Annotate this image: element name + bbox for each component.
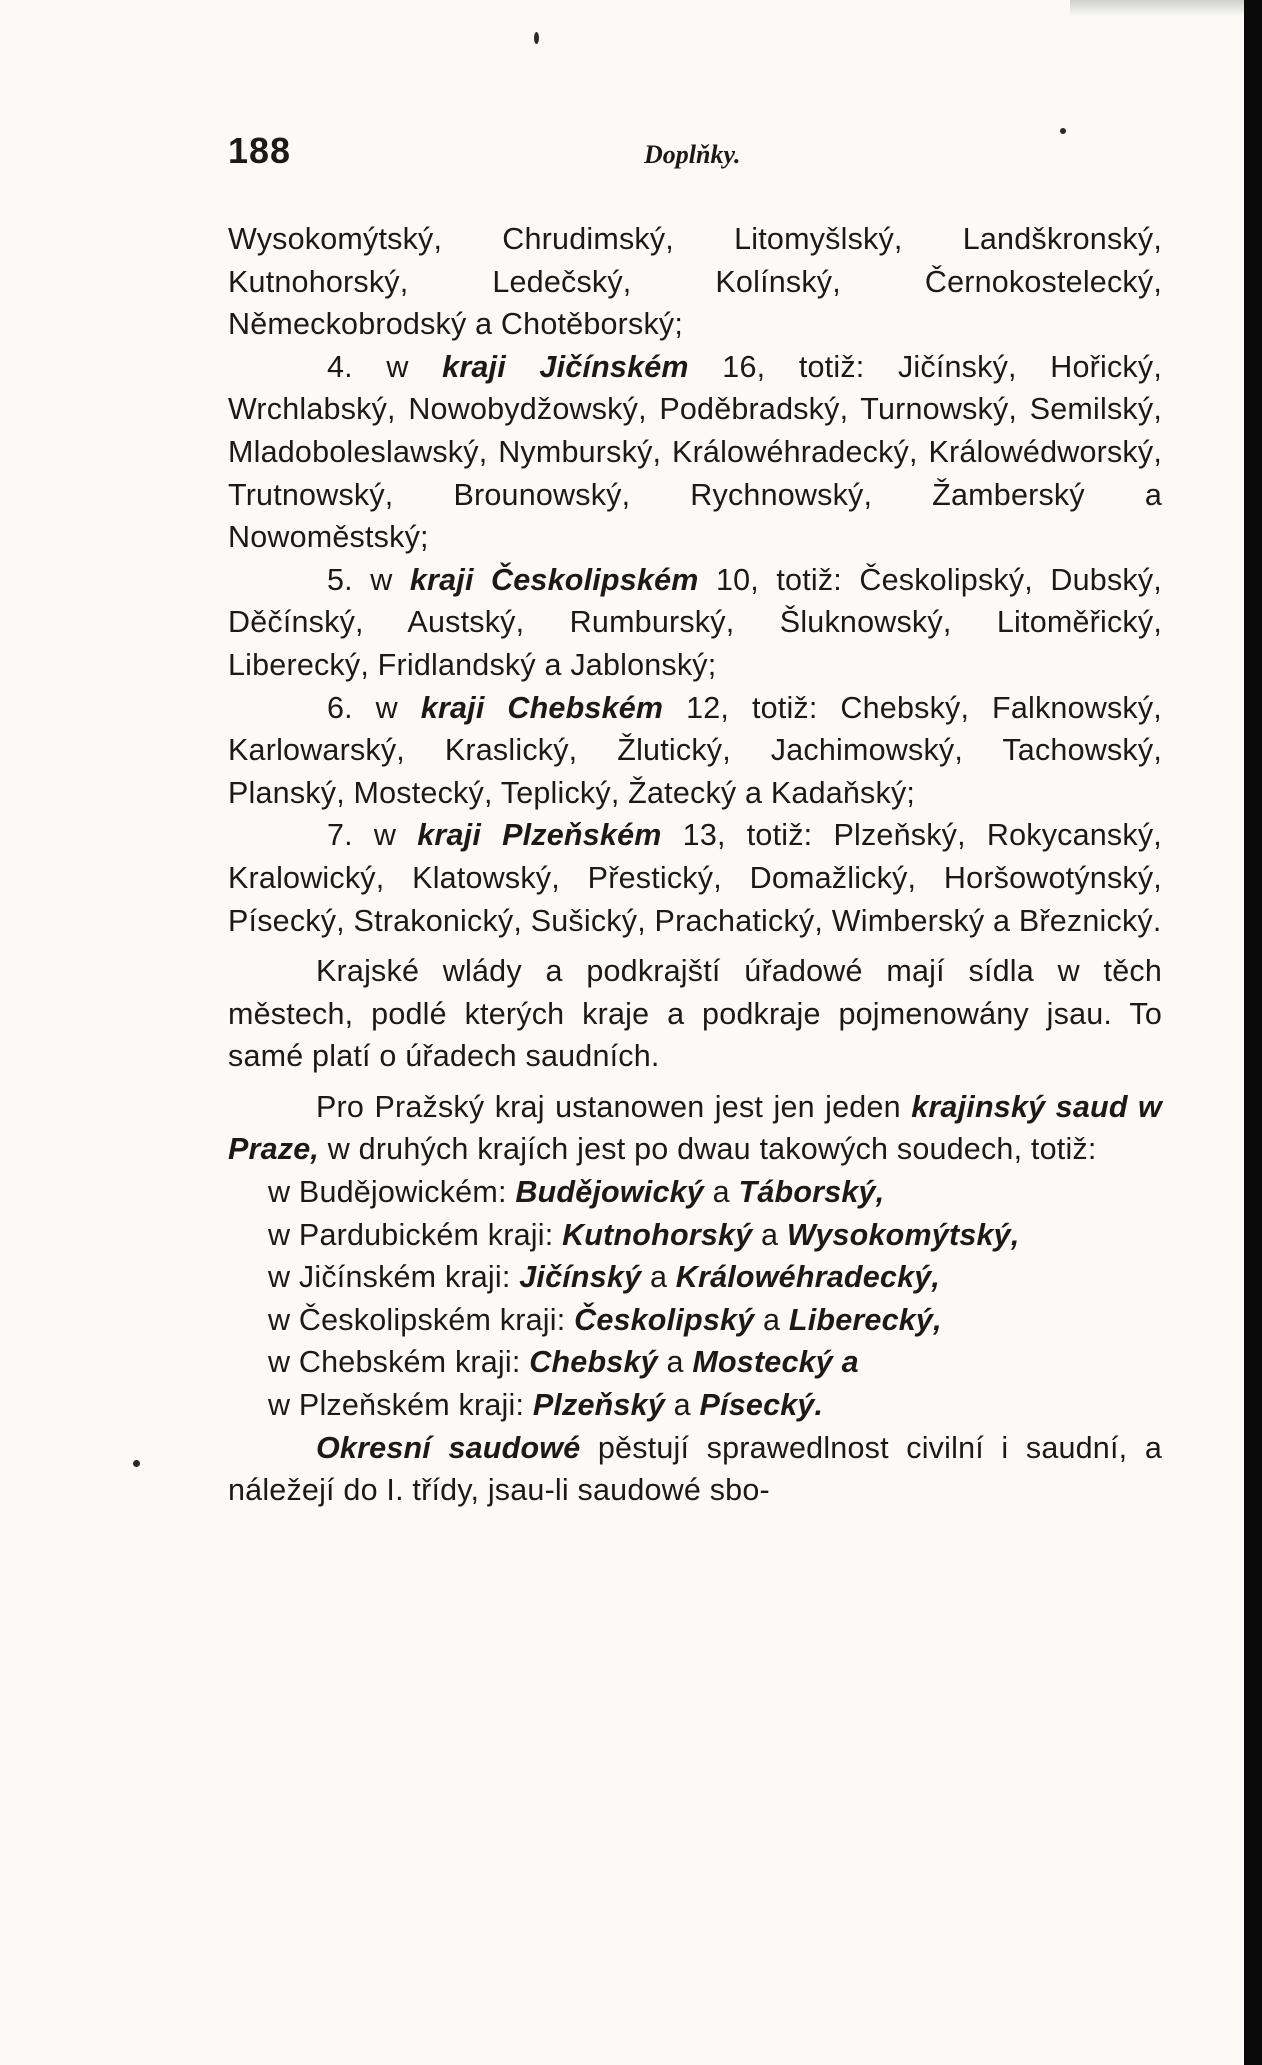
entry-number: 6. w — [327, 690, 398, 725]
court-place: w Chebském kraji: — [268, 1345, 521, 1380]
court-name: Chebský — [529, 1345, 658, 1380]
court-name: Budějowický — [515, 1175, 704, 1210]
running-head: Doplňky. — [644, 140, 741, 169]
entry-number: 4. w — [327, 349, 409, 384]
scan-right-edge — [1244, 0, 1262, 2065]
court-list — [228, 1171, 1162, 1427]
court-name: Mostecký a — [692, 1345, 859, 1380]
paragraph-prazsky-kraj — [228, 1086, 1162, 1171]
scan-top-edge — [1070, 0, 1262, 16]
paragraph-okresni-saudowe — [228, 1427, 1162, 1512]
court-name: Kutnohorský — [562, 1217, 753, 1252]
entry-number: 7. w — [327, 818, 397, 853]
court-line — [268, 1299, 1162, 1342]
region-entry-7 — [228, 814, 1162, 942]
paragraph-krajske-wlady: Krajské wlády a podkrajští úřadowé mají sídla w těch městech, podlé kterých kraje a podkraje pojmenowány jsau. To samé platí o úřadech saudních. — [228, 954, 1162, 1074]
court-name: Táborský, — [738, 1175, 885, 1210]
conjunction: a — [666, 1345, 684, 1380]
region-entry-6 — [228, 687, 1162, 815]
court-name: Českolipský — [574, 1302, 755, 1337]
region-name: kraji Chebském — [420, 690, 664, 725]
court-line — [268, 1171, 1162, 1214]
court-line — [268, 1384, 1162, 1427]
entry-text: 13, totiž: Plzeňský, Rokycanský, Kralowický, Klatowský, Přestický, Domažlický, Horšowotýnský, Písecký, Strakonický, Sušický, Prachatický, Wimberský a Březnický. — [228, 818, 1162, 938]
paragraph-tail: pěstují sprawedlnost civilní i saudní, a náležejí do I. třídy, jsau-li saudowé sbo- — [228, 1430, 1162, 1508]
emphasis: krajinský saud w Praze, — [228, 1089, 1162, 1167]
court-name: Jičínský — [519, 1260, 642, 1295]
entry-text: 16, totiž: Jičínský, Hořický, Wrchlabský, Nowobydžowský, Poděbradský, Turnowský, Semilský, Mladoboleslawský, Nymburský, Králowéhradecký, Králowédworský, Trutnowský, Brounowský, Rychnowský, Žamberský a Nowoměstský; — [228, 349, 1162, 555]
entry-text: 10, totiž: Českolipský, Dubský, Děčínský, Austský, Rumburský, Šluknowský, Litoměřický, Liberecký, Fridlandský a Jablonský; — [228, 562, 1162, 682]
court-place: w Jičínském kraji: — [268, 1260, 511, 1295]
region-name: kraji Jičínském — [442, 349, 689, 384]
page-number: 188 — [228, 130, 292, 171]
paragraph-continuation: Wysokomýtský, Chrudimský, Litomyšlský, Landškronský, Kutnohorský, Ledečský, Kolínský, Černokostelecký, Německobrodský a Chotěborský; — [228, 222, 1162, 342]
region-entry-4 — [228, 346, 1162, 559]
court-name: Plzeňský — [532, 1388, 665, 1423]
court-line — [268, 1256, 1162, 1299]
conjunction: a — [649, 1260, 668, 1295]
entry-text: 12, totiž: Chebský, Falknowský, Karlowarský, Kraslický, Žlutický, Jachimowský, Tachowský, Planský, Mostecký, Teplický, Žatecký a Kadaňský; — [228, 690, 1162, 810]
region-name: kraji Plzeňském — [417, 818, 662, 853]
court-place: w Českolipském kraji: — [268, 1302, 566, 1337]
scan-speck — [534, 32, 539, 44]
emphasis: Okresní saudowé — [316, 1430, 581, 1465]
court-name: Liberecký, — [788, 1302, 942, 1337]
court-place: w Pardubickém kraji: — [268, 1217, 554, 1252]
court-place: w Plzeňském kraji: — [268, 1388, 525, 1423]
page-header — [228, 130, 1168, 180]
court-name: Wysokomýtský, — [786, 1217, 1020, 1252]
court-line — [268, 1214, 1162, 1257]
conjunction: a — [673, 1388, 691, 1423]
conjunction: a — [763, 1302, 781, 1337]
scan-speck — [133, 1460, 140, 1467]
paragraph-lead: Pro Pražský kraj ustanowen jest jen jeden — [316, 1089, 901, 1124]
court-line — [268, 1341, 1162, 1384]
court-place: w Budějowickém: — [268, 1175, 507, 1210]
court-name: Králowéhradecký, — [675, 1260, 941, 1295]
conjunction: a — [761, 1217, 779, 1252]
paragraph-tail: w druhých krajích jest po dwau takowých soudech, totiž: — [327, 1132, 1097, 1167]
court-name: Písecký. — [699, 1388, 824, 1423]
region-entry-5 — [228, 559, 1162, 687]
conjunction: a — [712, 1175, 730, 1210]
page-body — [228, 218, 1162, 1512]
entry-number: 5. w — [327, 562, 393, 597]
region-name: kraji Českolipském — [409, 562, 699, 597]
